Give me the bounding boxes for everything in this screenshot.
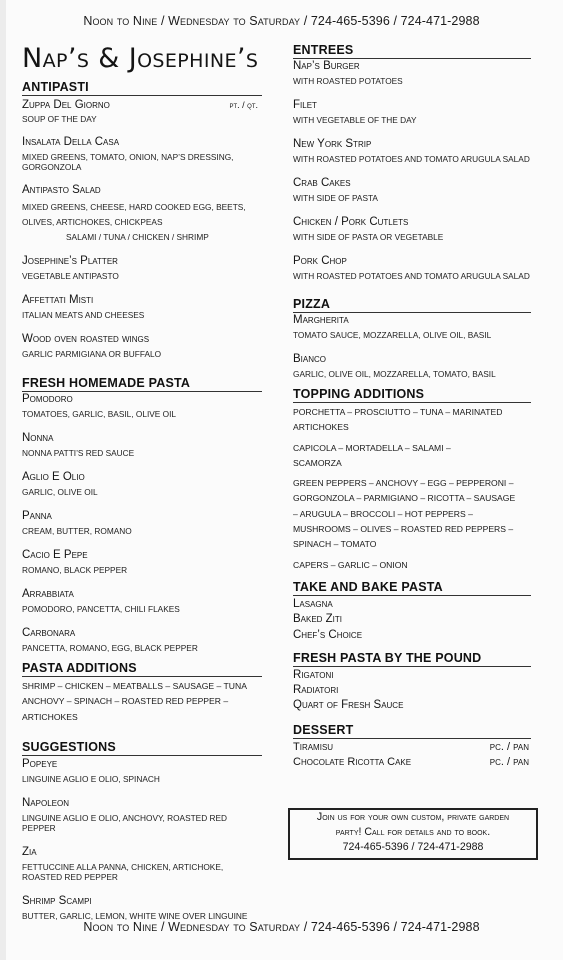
item-description: TOMATOES, GARLIC, BASIL, OLIVE OIL (22, 409, 177, 419)
menu-item (22, 294, 262, 320)
item-description: NONNA PATTI’S RED SAUCE (22, 448, 135, 458)
item-name: Shrimp Scampi (22, 894, 92, 907)
pasta-additions-heading: PASTA ADDITIONS (22, 661, 262, 677)
item-name: Nap’s Burger (293, 60, 360, 72)
item-name: Crab Cakes (293, 177, 351, 189)
item-name: Bianco (293, 353, 327, 365)
item-description: MIXED GREENS, TOMATO, ONION, NAP’S DRESSING, GORGONZOLA (22, 152, 234, 172)
dessert-item (293, 740, 531, 756)
topping-line: MUSHROOMS – OLIVES – ROASTED RED PEPPERS – (293, 524, 514, 535)
suggestions-heading: SUGGESTIONS (22, 740, 262, 756)
item-name: Pomodoro (22, 393, 73, 405)
item-description: PANCETTA, ROMANO, EGG, BLACK PEPPER (22, 643, 198, 653)
item-name: Chocolate Ricotta Cake (293, 756, 412, 769)
topping-group (293, 476, 531, 552)
topping-line: GORGONZOLA – PARMIGIANO – RICOTTA – SAUSAGE (293, 493, 516, 504)
item-description: GARLIC, OLIVE OIL, MOZZARELLA, TOMATO, BASIL (293, 369, 496, 379)
item-description: CREAM, BUTTER, ROMANO (22, 526, 132, 536)
item-name: Margherita (293, 314, 349, 326)
topping-group (293, 441, 531, 472)
item-description: WITH VEGETABLE OF THE DAY (293, 115, 417, 125)
garden-party-phone: 724-465-5396 / 724-471-2988 (342, 841, 484, 853)
menu-item (293, 216, 531, 242)
item-name: Napoleon (22, 796, 69, 809)
menu-item (22, 393, 262, 419)
item-description: WITH SIDE OF PASTA (293, 193, 378, 203)
item-name: Cacio E Pepe (22, 549, 88, 561)
item-name: Zuppa Del Giorno (22, 99, 110, 111)
topping-group (293, 558, 531, 573)
topping-group (293, 405, 531, 436)
menu-item (293, 99, 531, 125)
suggestions-section (22, 740, 262, 921)
menu-item (22, 184, 262, 245)
bottom-info-line: Noon to Nine / Wednesday to Saturday / 724-465-5396 / 724-471-2988 (83, 920, 480, 934)
menu-item (22, 333, 262, 359)
item-name: Affettati Misti (22, 294, 94, 306)
topping-line: GREEN PEPPERS – ANCHOVY – EGG – PEPPERONI – (293, 478, 514, 489)
menu-item (22, 99, 262, 124)
additions-line: ANCHOVY – SPINACH – ROASTED RED PEPPER – (22, 696, 229, 707)
menu-item (22, 255, 262, 281)
topping-line: ARTICHOKES (293, 422, 349, 433)
item-name: Arrabbiata (22, 588, 74, 600)
item-name: Filet (293, 99, 317, 111)
topping-line: SCAMORZA (293, 457, 342, 468)
menu-item (293, 353, 531, 379)
menu-item (22, 846, 262, 882)
take-and-bake-section (293, 580, 531, 643)
list-item: Chef’s Choice (293, 628, 363, 641)
menu-item (293, 314, 531, 340)
item-description: WITH SIDE OF PASTA OR VEGETABLE (293, 232, 444, 242)
antipasti-section (22, 80, 262, 359)
menu-item (22, 797, 262, 833)
page-edge-shadow (0, 0, 6, 960)
item-description: POMODORO, PANCETTA, CHILI FLAKES (22, 604, 180, 614)
item-options: SALAMI / TUNA / CHICKEN / SHRIMP (66, 232, 209, 242)
pizza-section (293, 297, 531, 379)
item-price: pc. / pan (489, 740, 529, 753)
item-description: LINGUINE AGLIO E OLIO, ANCHOVY, ROASTED RED PEPPER (22, 812, 228, 833)
item-name: Tiramisu (293, 740, 334, 753)
item-description-text: MIXED GREENS, CHEESE, HARD COOKED EGG, BEETS, OLIVES, ARTICHOKES, CHICKPEAS (22, 202, 246, 227)
menu-item (293, 177, 531, 203)
item-name: Pork Chop (293, 255, 347, 267)
item-description: GARLIC, OLIVE OIL (22, 487, 98, 497)
item-price: pt. / qt. (229, 100, 258, 110)
topping-additions-heading: TOPPING ADDITIONS (293, 387, 531, 403)
list-item: Lasagna (293, 597, 333, 610)
item-name: Antipasto Salad (22, 184, 101, 196)
item-description: WITH ROASTED POTATOES (293, 76, 403, 86)
menu-item (22, 758, 262, 784)
menu-item (22, 432, 262, 458)
item-description: SOUP OF THE DAY (22, 114, 97, 124)
dessert-item (293, 755, 531, 771)
menu-item (22, 588, 262, 614)
item-description: FETTUCCINE ALLA PANNA, CHICKEN, ARTICHOKE, ROASTED RED PEPPER (22, 861, 224, 882)
menu-item (293, 255, 531, 281)
item-description: TOMATO SAUCE, MOZZARELLA, OLIVE OIL, BASIL (293, 330, 492, 340)
pasta-additions-section (22, 661, 262, 725)
menu-item (22, 895, 262, 921)
additions-line: SHRIMP – CHICKEN – MEATBALLS – SAUSAGE – TUNA (22, 681, 247, 691)
garden-party-line: party! Call for details and to book. (335, 826, 491, 838)
entrees-section (293, 43, 531, 281)
list-item: Baked Ziti (293, 613, 343, 626)
garden-party-box (288, 808, 538, 860)
item-description: GARLIC PARMIGIANA OR BUFFALO (22, 349, 162, 359)
item-name: Carbonara (22, 627, 76, 639)
pasta-heading: FRESH HOMEMADE PASTA (22, 376, 262, 392)
item-description: VEGETABLE ANTIPASTO (22, 271, 119, 281)
item-price: pc. / pan (489, 756, 529, 769)
dessert-section (293, 723, 531, 771)
item-description: ROMANO, BLACK PEPPER (22, 565, 128, 575)
item-name: Josephine’s Platter (22, 255, 118, 267)
topping-additions-section (293, 387, 531, 573)
menu-item (22, 136, 262, 172)
menu-item (293, 138, 531, 164)
dessert-heading: DESSERT (293, 723, 531, 739)
antipasti-heading: ANTIPASTI (22, 80, 262, 96)
menu-item (293, 60, 531, 86)
by-the-pound-section (293, 651, 531, 714)
additions-line: ARTICHOKES (22, 711, 78, 722)
item-name: Wood oven roasted wings (22, 333, 150, 345)
menu-item (22, 471, 262, 497)
item-name: Nonna (22, 432, 54, 444)
item-description (22, 200, 262, 245)
topping-line: – ARUGULA – BROCCOLI – HOT PEPPERS – (293, 508, 473, 519)
restaurant-title: Nap’s & Josephine’s (22, 43, 259, 74)
by-the-pound-heading: FRESH PASTA BY THE POUND (293, 651, 531, 667)
take-and-bake-list (293, 597, 531, 643)
pizza-heading: PIZZA (293, 297, 531, 313)
topping-line: PORCHETTA – PROSCIUTTO – TUNA – MARINATED (293, 407, 503, 417)
item-description: WITH ROASTED POTATOES AND TOMATO ARUGULA SALAD (293, 271, 530, 281)
left-column (22, 44, 262, 921)
menu-item (22, 627, 262, 653)
topping-line: CAPERS – GARLIC – ONION (293, 559, 408, 570)
list-item: Quart of Fresh Sauce (293, 699, 404, 712)
top-info-line: Noon to Nine / Wednesday to Saturday / 724-465-5396 / 724-471-2988 (83, 14, 480, 28)
item-name: Panna (22, 510, 52, 522)
item-name: Aglio E Olio (22, 471, 85, 483)
item-description: LINGUINE AGLIO E OLIO, SPINACH (22, 773, 160, 784)
item-name: New York Strip (293, 138, 372, 150)
take-and-bake-heading: TAKE AND BAKE PASTA (293, 580, 531, 596)
list-item: Rigatoni (293, 668, 334, 681)
pasta-additions-list (22, 679, 262, 725)
right-column (293, 43, 531, 771)
topping-line: CAPICOLA – MORTADELLA – SALAMI – (293, 442, 451, 453)
item-description: BUTTER, GARLIC, LEMON, WHITE WINE OVER LINGUINE (22, 910, 248, 921)
topping-line: SPINACH – TOMATO (293, 539, 377, 550)
garden-party-line: Join us for your own custom, private garden (316, 811, 510, 823)
item-description: ITALIAN MEATS AND CHEESES (22, 310, 145, 320)
by-the-pound-list (293, 668, 531, 714)
item-name: Popeye (22, 757, 58, 770)
item-name: Zia (22, 845, 37, 858)
menu-item (22, 549, 262, 575)
menu-item (22, 510, 262, 536)
item-name: Chicken / Pork Cutlets (293, 216, 409, 228)
list-item: Radiatori (293, 684, 339, 697)
item-description: WITH ROASTED POTATOES AND TOMATO ARUGULA SALAD (293, 154, 530, 164)
pasta-section (22, 376, 262, 653)
entrees-heading: ENTREES (293, 43, 531, 59)
item-name: Insalata Della Casa (22, 136, 120, 148)
